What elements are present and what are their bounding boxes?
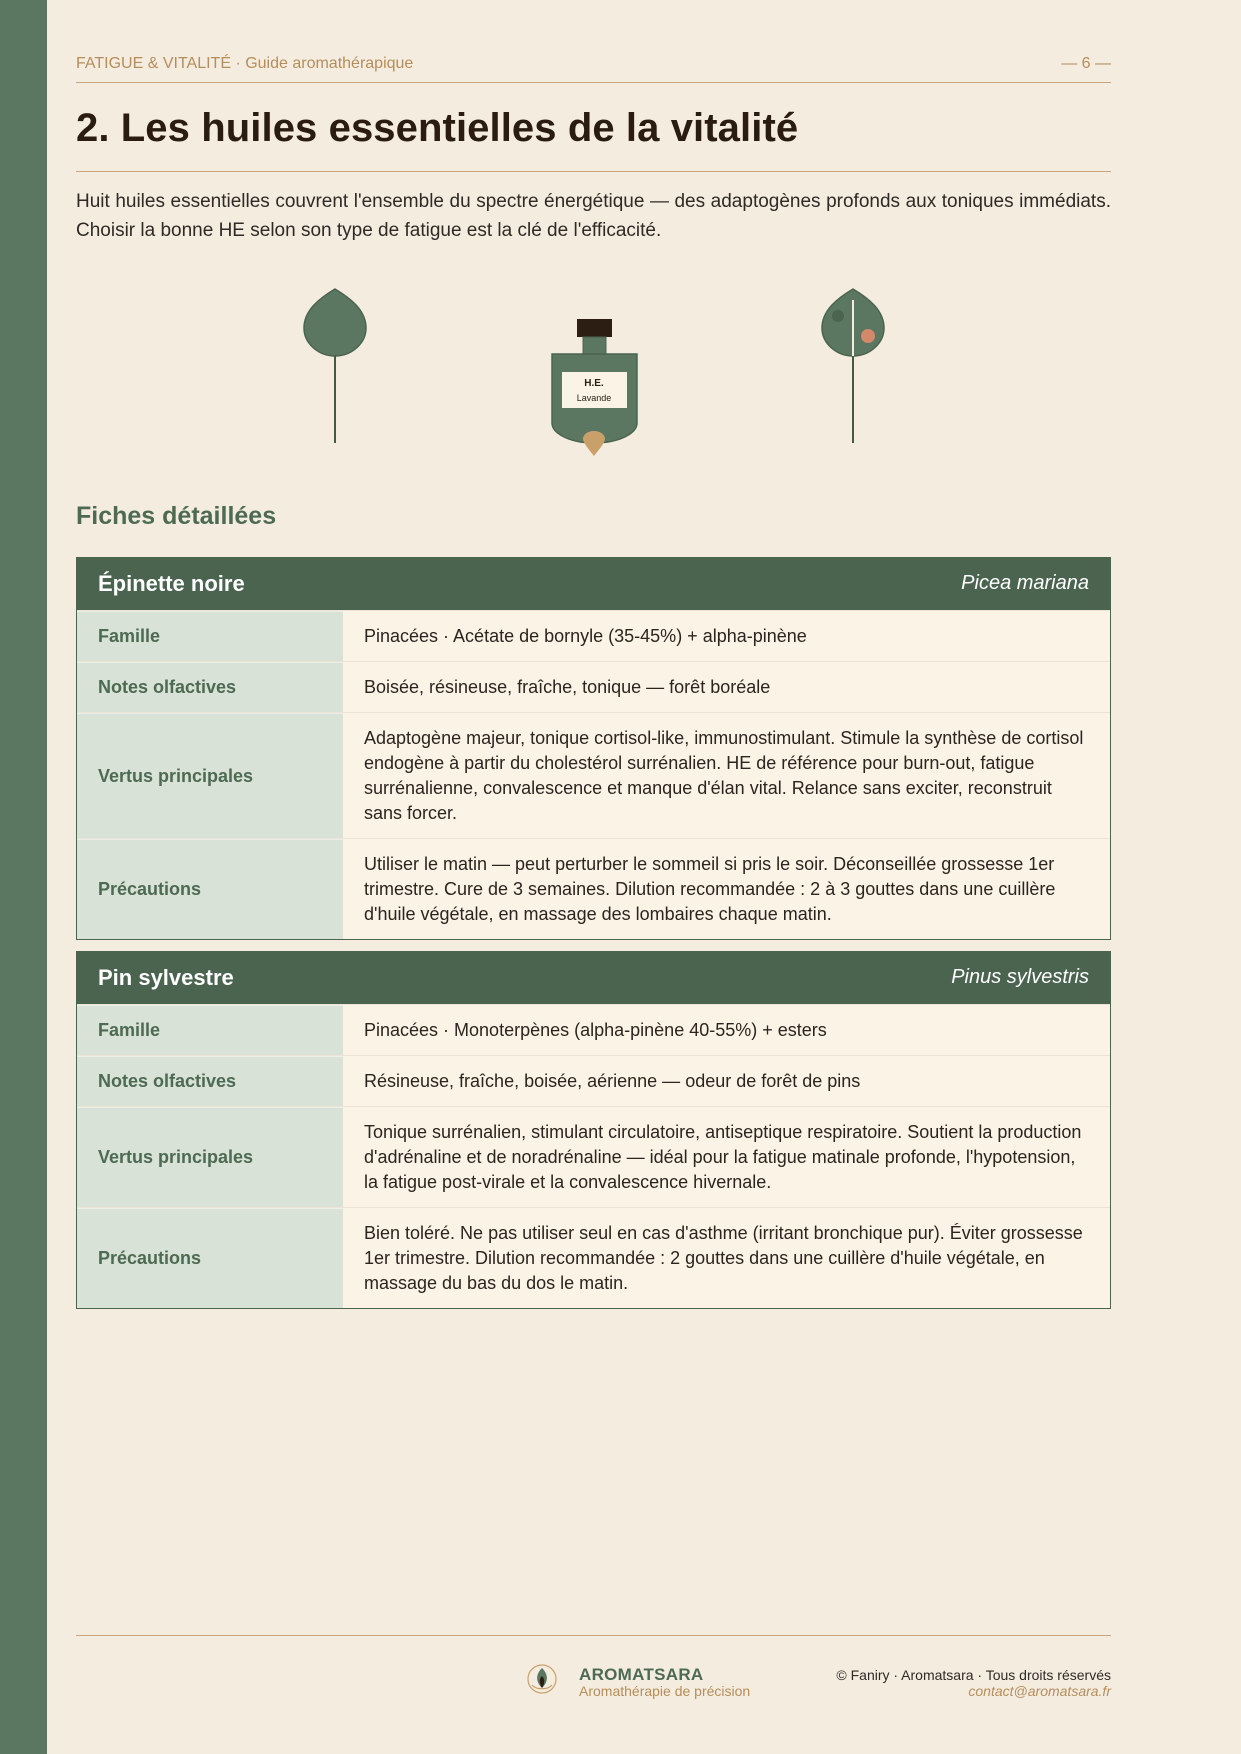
row-value: Pinacées · Acétate de bornyle (35-45%) + alpha-pinène (364, 626, 807, 646)
header-guide-title: FATIGUE & VITALITÉ · Guide aromathérapique (76, 55, 414, 72)
oil-card-pin-sylvestre (76, 951, 1111, 1309)
row-value: Adaptogène majeur, tonique cortisol-like, immunostimulant. Stimule la synthèse de cortisol endogène à partir du cholestérol surrénalien. HE de référence pour burn-out, fatigue surrénalienne, convalescence et manque d'élan vital. Relance sans exciter, reconstruit sans forcer. (364, 728, 1084, 823)
row-label: Précautions (77, 839, 343, 939)
row-value: Résineuse, fraîche, boisée, aérienne — odeur de forêt de pins (364, 1071, 861, 1091)
row-value: Utiliser le matin — peut perturber le sommeil si pris le soir. Déconseillée grossesse 1er trimestre. Cure de 3 semaines. Dilution recommandée : 2 à 3 gouttes dans une cuillère d'huile végétale, en massage des lombaires chaque matin. (364, 854, 1056, 924)
leaf-icon (304, 289, 366, 443)
oil-latin-name: Pinus sylvestris (951, 966, 1089, 988)
bottle-sublabel: Lavande (576, 393, 612, 403)
oil-card-epinette-noire (76, 557, 1111, 940)
row-value: Boisée, résineuse, fraîche, tonique — forêt boréale (364, 677, 771, 697)
title-divider (76, 171, 1111, 172)
footer-tagline: Aromathérapie de précision (579, 1683, 751, 1699)
row-label: Vertus principales (77, 713, 343, 838)
card-row-famille (77, 1004, 1110, 1055)
footer-contact-email[interactable]: contact@aromatsara.fr (968, 1683, 1111, 1699)
oil-latin-name: Picea mariana (961, 572, 1089, 594)
row-value: Bien toléré. Ne pas utiliser seul en cas d'asthme (irritant bronchique pur). Éviter grossesse 1er trimestre. Dilution recommandée : 2 gouttes dans une cuillère d'huile végétale, en massage du bas du dos le matin. (364, 1223, 1083, 1293)
card-row-vertus (77, 1106, 1110, 1207)
sidebar-stripe (0, 0, 47, 1754)
aromatsara-logo-icon (526, 1663, 558, 1695)
card-row-precautions (77, 1207, 1110, 1308)
card-header (77, 952, 1110, 1004)
page-header (76, 54, 1111, 83)
leaf-with-berries-icon (822, 289, 884, 443)
page-number: — 6 — (1061, 55, 1111, 72)
footer-brand: AROMATSARA (579, 1665, 704, 1684)
oil-name: Épinette noire (98, 571, 245, 596)
row-label: Famille (77, 1005, 343, 1055)
row-label: Notes olfactives (77, 662, 343, 712)
card-row-notes (77, 661, 1110, 712)
section-title: Fiches détaillées (76, 502, 277, 530)
row-value: Tonique surrénalien, stimulant circulatoire, antiseptique respiratoire. Soutient la production d'adrénaline et de noradrénaline — idéal pour la fatigue matinale profonde, l'hypotension, la fatigue post-virale et la convalescence hivernale. (364, 1122, 1082, 1192)
footer-divider (76, 1635, 1111, 1636)
intro-paragraph: Huit huiles essentielles couvrent l'ensemble du spectre énergétique — des adaptogènes profonds aux toniques immédiats. Choisir la bonne HE selon son type de fatigue est la clé de l'efficacité. (76, 191, 1111, 241)
oil-name: Pin sylvestre (98, 965, 234, 990)
row-label: Famille (77, 611, 343, 661)
row-label: Précautions (77, 1208, 343, 1308)
row-value: Pinacées · Monoterpènes (alpha-pinène 40-55%) + esters (364, 1020, 827, 1040)
footer-copyright: © Faniry · Aromatsara · Tous droits réservés (836, 1667, 1111, 1683)
card-row-vertus (77, 712, 1110, 838)
page-title: 2. Les huiles essentielles de la vitalité (76, 106, 799, 150)
bottle-label: H.E. (584, 378, 604, 389)
card-row-precautions (77, 838, 1110, 939)
card-header (77, 558, 1110, 610)
row-label: Notes olfactives (77, 1056, 343, 1106)
card-row-notes (77, 1055, 1110, 1106)
botanical-illustration (290, 280, 910, 460)
essential-oil-bottle-icon (552, 319, 637, 456)
card-row-famille (77, 610, 1110, 661)
row-label: Vertus principales (77, 1107, 343, 1207)
